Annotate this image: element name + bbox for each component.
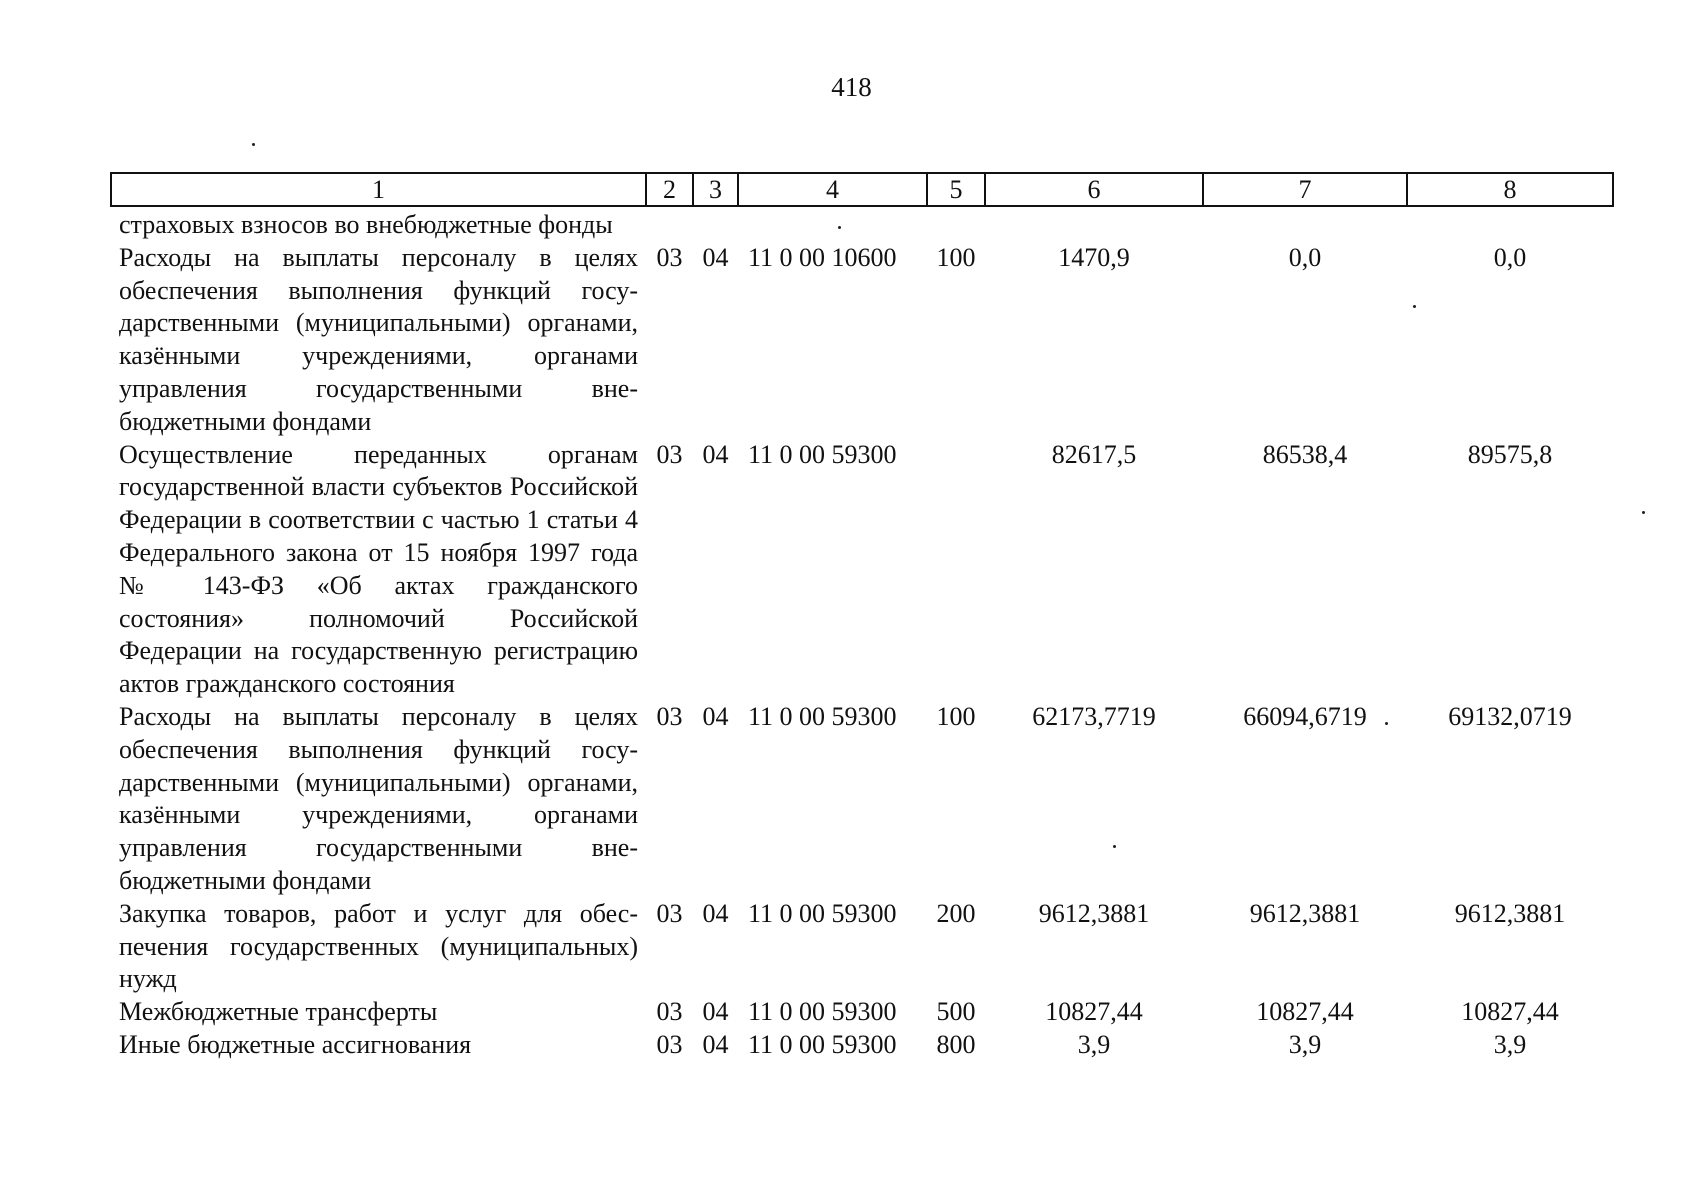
row-year1-amount [985,206,1203,242]
row-section: 03 [656,898,683,928]
row-section [646,206,693,242]
row-name: Расходы на выплаты персоналу в целях обеспечения выполнения функций государственными (муниципальными) органами, казёнными учреждениями, органами управления государственными внебюджетными фондами [119,701,638,895]
row-year2-amount: 10827,44 [1256,997,1354,1027]
row-year3-amount: 3,9 [1493,1029,1527,1059]
row-name: Расходы на выплаты персоналу в целях обеспечения выполнения функций государственными (муниципальными) органами, казёнными учреждениями, органами управления государственными внебюджетными фондами [119,242,638,436]
budget-table-container [110,172,1612,1062]
row-subsection: 04 [702,997,729,1027]
row-target-article: 11 0 00 59300 [748,439,897,469]
row-name: Иные бюджетные ассигнования [119,1029,472,1059]
table-body [111,206,1613,1062]
row-year2-amount: 3,9 [1288,1029,1322,1059]
table-row [111,242,1613,439]
row-subsection: 04 [702,898,729,928]
header-cell-3: 3 [693,173,738,206]
table-row [111,1029,1613,1062]
scan-speck [252,143,255,146]
row-section: 03 [656,1029,683,1059]
row-section: 03 [656,439,683,469]
row-year3-amount: 89575,8 [1467,439,1553,469]
row-name: Осуществление переданных органам государственной власти субъектов Российской Федерации в соответствии с частью 1 статьи 4 Федерального закона от 15 ноября 1997 года № 143-ФЗ «Об актах гражданского состояния» полномочий Российской Федерации на государственную регистрацию актов гражданского состояния [119,439,638,699]
row-year2-amount: 66094,6719 [1243,701,1367,731]
row-expense-type: 100 [936,242,976,272]
header-cell-8: 8 [1407,173,1613,206]
table-row [111,701,1613,898]
row-year2-amount: 0,0 [1288,242,1322,272]
row-year3-amount [1407,206,1613,242]
table-row [111,996,1613,1029]
row-target-article: 11 0 00 59300 [748,1029,897,1059]
row-expense-type: 100 [936,701,976,731]
row-year1-amount: 62173,7719 [1032,701,1156,731]
page-number: 418 [831,72,872,102]
scan-speck [1642,511,1645,514]
row-year3-amount: 10827,44 [1461,997,1559,1027]
header-cell-6: 6 [985,173,1203,206]
row-section: 03 [656,997,683,1027]
row-target-article: 11 0 00 59300 [748,898,897,928]
row-section: 03 [656,701,683,731]
row-year3-amount: 9612,3881 [1454,898,1566,928]
row-target-article: 11 0 00 10600 [748,242,897,272]
row-target-article: 11 0 00 59300 [748,701,897,731]
row-target-article [738,206,927,242]
row-year2-amount: 9612,3881 [1249,898,1361,928]
row-name: Закупка товаров, работ и услуг для обеспечения государственных (муниципальных) нужд [119,898,638,994]
row-target-article: 11 0 00 59300 [748,997,897,1027]
row-year1-amount: 10827,44 [1045,997,1143,1027]
header-cell-4: 4 [738,173,927,206]
row-expense-type: 200 [936,898,976,928]
row-subsection: 04 [702,439,729,469]
row-year1-amount: 1470,9 [1058,242,1130,272]
table-row [111,898,1613,996]
row-section: 03 [656,242,683,272]
row-expense-type: 800 [936,1029,976,1059]
row-year1-amount: 82617,5 [1051,439,1137,469]
row-expense-type [927,439,985,701]
row-expense-type [927,206,985,242]
row-year3-amount: 0,0 [1493,242,1527,272]
budget-table [110,172,1614,1062]
row-year2-amount: 86538,4 [1262,439,1348,469]
header-row [111,173,1613,206]
row-year3-amount: 69132,0719 [1448,701,1572,731]
header-cell-7: 7 [1203,173,1407,206]
table-header [111,173,1613,206]
row-name: Межбюджетные трансферты [119,997,438,1027]
table-row [111,439,1613,701]
row-subsection: 04 [702,242,729,272]
row-year2-amount [1203,206,1407,242]
row-subsection [693,206,738,242]
row-subsection: 04 [702,1029,729,1059]
table-row [111,206,1613,242]
row-name: страховых взносов во внебюджетные фонды [119,210,613,239]
row-year1-amount: 9612,3881 [1038,898,1150,928]
row-expense-type: 500 [936,997,976,1027]
header-cell-5: 5 [927,173,985,206]
header-cell-1: 1 [111,173,646,206]
row-subsection: 04 [702,701,729,731]
header-cell-2: 2 [646,173,693,206]
row-year1-amount: 3,9 [1077,1029,1111,1059]
